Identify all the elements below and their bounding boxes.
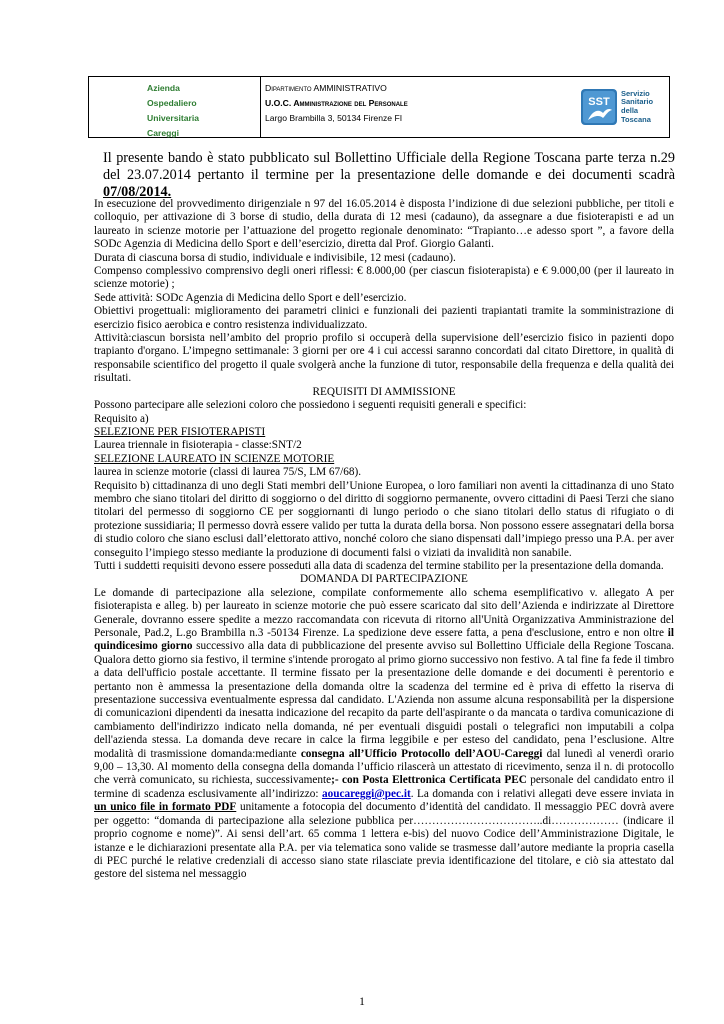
org-line: Careggi xyxy=(147,128,179,138)
requisito-a: Requisito a) xyxy=(94,412,149,425)
logo-line: della xyxy=(621,106,639,115)
uoc-name: U.O.C. Amministrazione del Personale xyxy=(265,98,408,108)
paragraph-domanda xyxy=(94,587,674,882)
logo-line: Toscana xyxy=(621,114,651,124)
page-number: 1 xyxy=(359,996,365,1008)
logo-line: Sanitario xyxy=(621,97,654,107)
paragraph-sede: Sede attività: SODc Agenzia di Medicina dello Sport e dell’esercizio. xyxy=(94,291,407,304)
org-line: Azienda xyxy=(147,83,180,93)
dept-name: AMMINISTRATIVO xyxy=(313,83,387,93)
org-line: Universitaria xyxy=(147,113,200,123)
selezione-scienze-motorie: SELEZIONE LAUREATO IN SCIENZE MOTORIE xyxy=(94,452,335,465)
pec-email-link[interactable]: aoucareggi@pec.it xyxy=(322,787,411,800)
deadline-date: 07/08/2014. xyxy=(103,184,172,200)
bold-span: ;- con Posta Elettronica Certificata PEC xyxy=(331,774,527,787)
text-span: personale del candidato entro il termine di scadenza esclusivamente all’indirizzo: xyxy=(94,774,674,800)
organization-name xyxy=(89,77,261,137)
text-span: unitamente a fotocopia del documento d’identità del candidato. Il messaggio PEC dovrà avere per oggetto: “domanda di partecipazione alla selezione pubblica per……………………………..di……………… (indicare il proprio cognome e nome)”. Ai sensi dell’art. 65 comma 1 lettera e-bis) del nuovo Codice dell’Amministrazione Digitale, le istanze e le dichiarazioni presentate alla P.A. per via telematica sono valide se trasmesse dall’autore mediante la propria casella di PEC purché le relative credenziali di accesso siano state rilasciate previa identificazione del titolare, e ciò sia attestato dal gestore del sistema nel messaggio xyxy=(94,801,674,881)
paragraph-durata: Durata di ciascuna borsa di studio, individuale e indivisibile, 12 mesi (cadauno). xyxy=(94,251,456,264)
logo-line: Servizio xyxy=(621,88,650,98)
dept-prefix: Dipartimento xyxy=(265,83,312,93)
paragraph-scadenza-requisiti: Tutti i suddetti requisiti devono essere posseduti alla data di scadenza del termine stabilito per la presentazione della domanda. xyxy=(94,559,664,572)
heading-domanda: DOMANDA DI PARTECIPAZIONE xyxy=(300,573,468,586)
paragraph-indizione: In esecuzione del provvedimento dirigenziale n 97 del 16.05.2014 è disposta l’indizione di due selezioni pubbliche, per titoli e colloquio, per attivazione di 3 borse di studio, della durata di 12 mesi (cadauno), da assegnare a due fisioterapisti e ad un laureato in scienze motorie per l’attuazione del progetto regionale denominato: “Trapianto…e adesso sport ”, a favore della SODc Agenzia di Medicina dello Sport e dell’esercizio, diretta dal Prof. Giorgio Galanti. xyxy=(94,198,674,251)
paragraph-obiettivi: Obiettivi progettuali: miglioramento dei parametri clinici e funzionali dei pazienti trapiantati tramite la somministrazione di esercizio fisico aerobica e contro resistenza individualizzato. xyxy=(94,305,674,331)
requisito-b: Requisito b) cittadinanza di uno degli Stati membri dell’Unione Europea, o loro familiari non aventi la cittadinanza di uno Stato membro che siano titolari del diritto di soggiorno o del diritto di soggiorno permanente, ovvero cittadini di Paesi Terzi che siano titolari del permesso di soggiorno CE per soggiornanti di lungo periodo o che siano titolari dello status di rifugiato o di protezione sussidiaria; Il permesso dovrà essere valido per tutta la durata della borsa. Non possono essere assegnatari della borsa di studio coloro che siano esclusi dall’elettorato attivo, nonché coloro che siano dispensati dall’impiego presso una P.A. per aver conseguito l’impiego stesso mediante la produzione di documenti falsi o viziati da invalidità non sanabile. xyxy=(94,479,674,559)
bold-span: consegna all’Ufficio Protocollo dell’AOU-Careggi xyxy=(300,747,543,760)
sst-logo xyxy=(581,83,663,131)
text-span: successivo alla data di pubblicazione del presente avviso sul Bollettino Ufficiale della Regione Toscana. Qualora detto giorno sia festivo, il termine s'intende prorogato al primo giorno successivo non festivo. A tal fine fa fede il timbro a data dell'ufficio postale accettante. Il termine fissato per la presentazione delle domande e dei documenti è perentorio e pertanto non è ammessa la presentazione della domanda oltre la scadenza del termine ed è priva di effetto la riserva di presentazione successiva eventualmente espressa dal candidato. L'Azienda non assume alcuna responsabilità per la dispersione di comunicazioni dipendenti da inesatta indicazione del recapito da parte dell'aspirante o da mancata o tardiva comunicazione di cambiamento dell'indirizzo indicato nella domanda, né per eventuali disguidi postali o telegrafici non imputabili a colpa dell'azienda stessa. La domanda deve recare in calce la firma leggibile e per esteso del candidato, pena l’esclusione. Altre modalità di trasmissione domanda:mediante xyxy=(94,640,675,760)
notice-text: Il presente bando è stato pubblicato sul Bollettino Ufficiale della Regione Toscana parte terza n.29 del 23.07.2014 pertanto il termine per la presentazione delle domande e dei documenti scadrà xyxy=(103,150,675,183)
sst-logo-icon xyxy=(581,89,617,125)
logo-abbr: SST xyxy=(588,96,610,108)
paragraph-attivita: Attività:ciascun borsista nell’ambito del proprio profilo si occuperà della supervisione dell’esercizio fisico in pazienti dopo trapianto d'organo. L’impegno settimanale: 3 giorni per ore 4 i cui accessi saranno concordati dal citato Direttore, in qualità di responsabile scientifico del progetto il quale svolgerà anche la funzione di tutor, responsabile della frequenza e della qualità dei risultati. xyxy=(94,332,674,385)
bold-span: il quindicesimo giorno xyxy=(94,627,674,653)
paragraph-requisiti-intro: Possono partecipare alle selezioni coloro che possiedono i seguenti requisiti generali e specifici: xyxy=(94,399,527,412)
paragraph-compenso: Compenso complessivo comprensivo degli oneri riflessi: € 8.000,00 (per ciascun fisioterapista) e € 9.000,00 (per il laureato in scienze motorie) ; xyxy=(94,265,674,291)
text-span: dal lunedì al venerdì orario 9,00 – 13,30. Al momento della consegna della domanda l’ufficio rilascerà un attestato di ricevimento, senza il n. di protocollo che verrà comunicato, su richiesta, successivamente xyxy=(94,747,675,787)
letterhead xyxy=(88,76,670,138)
requisito-fisioterapisti: Laurea triennale in fisioterapia - classe:SNT/2 xyxy=(94,439,302,452)
requisito-scienze-motorie: laurea in scienze motorie (classi di laurea 75/S, LM 67/68). xyxy=(94,466,362,479)
bold-underline-span: un unico file in formato PDF xyxy=(94,801,237,814)
text-span: . La domanda con i relativi allegati deve essere inviata in xyxy=(410,787,674,800)
selezione-fisioterapisti: SELEZIONE PER FISIOTERAPISTI xyxy=(94,425,266,438)
logo-wordmark xyxy=(621,90,653,124)
org-line: Ospedaliero xyxy=(147,98,197,108)
heading-requisiti: REQUISITI DI AMMISSIONE xyxy=(312,385,456,398)
publication-notice xyxy=(103,150,675,201)
text-span: Le domande di partecipazione alla selezione, compilate conformemente allo schema esemplificativo v. allegato A per fisioterapista e alleg. b) per laureato in scienze motorie che può essere scaricato dal sito dell’Azienda e indirizzate al Direttore Generale, dovranno essere spedite a mezzo raccomandata con ricevuta di ritorno all'Unità Organizzativa Amministrazione del Personale, Pad.2, L.go Brambilla n.3 -50134 Firenze. La spedizione deve essere fatta, a pena d'esclusione, entro e non oltre xyxy=(94,586,674,639)
address: Largo Brambilla 3, 50134 Firenze FI xyxy=(265,113,403,123)
document-body xyxy=(94,198,674,882)
